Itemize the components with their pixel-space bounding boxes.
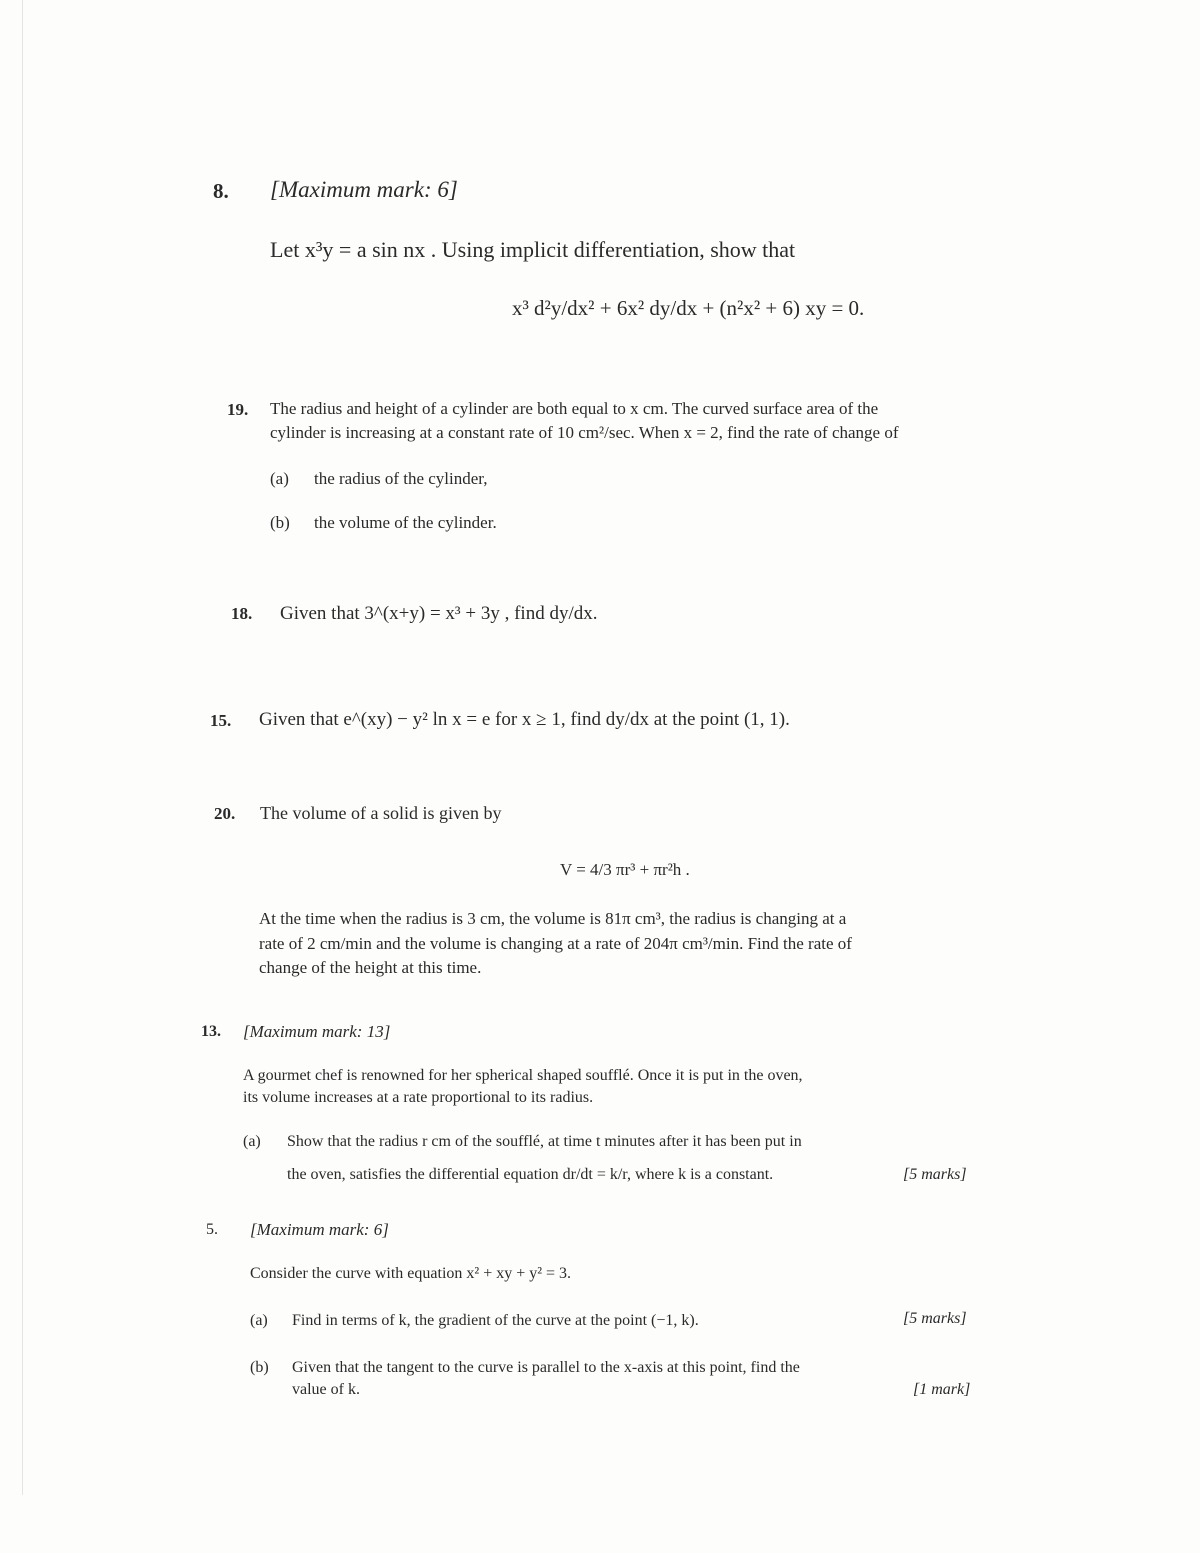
- part-label: (b): [250, 1359, 269, 1376]
- question-intro: Let x³y = a sin nx . Using implicit differentiation, show that: [270, 237, 796, 262]
- question-text-line: change of the height at this time.: [259, 958, 482, 977]
- part-text-line: the oven, satisfies the differential equation dr/dt = k/r, where k is a constant.: [287, 1166, 774, 1183]
- question-number: 13.: [201, 1023, 221, 1040]
- question-intro: Consider the curve with equation x² + xy + y² = 3.: [250, 1265, 572, 1282]
- part-marks: [1 mark]: [913, 1381, 971, 1398]
- part-marks: [5 marks]: [903, 1310, 967, 1327]
- question-number: 5.: [206, 1221, 218, 1238]
- question-text-line: The radius and height of a cylinder are both equal to x cm. The curved surface area of the: [270, 399, 879, 418]
- question-text-line: cylinder is increasing at a constant rate of 10 cm²/sec. When x = 2, find the rate of change of: [270, 423, 899, 442]
- max-mark: [Maximum mark: 13]: [243, 1022, 391, 1041]
- question-number: 8.: [213, 179, 229, 203]
- equation-text: x³ d²y/dx² + 6x² dy/dx + (n²x² + 6) xy = 0.: [512, 296, 865, 320]
- part-text-line: value of k.: [292, 1381, 360, 1398]
- part-text: the radius of the cylinder,: [314, 469, 488, 488]
- question-number: 20.: [214, 804, 236, 823]
- equation: V = 4/3 πr³ + πr²h .: [560, 860, 690, 879]
- part-text-line: Show that the radius r cm of the soufflé, at time t minutes after it has been put in: [287, 1133, 802, 1150]
- max-mark: [Maximum mark: 6]: [250, 1220, 389, 1239]
- question-text-line: its volume increases at a rate proportional to its radius.: [243, 1089, 594, 1106]
- part-marks: [5 marks]: [903, 1166, 967, 1183]
- question-intro: The volume of a solid is given by: [260, 803, 502, 823]
- question-text-line: A gourmet chef is renowned for her spherical shaped soufflé. Once it is put in the oven,: [243, 1067, 803, 1084]
- question-text-line: rate of 2 cm/min and the volume is changing at a rate of 204π cm³/min. Find the rate of: [259, 934, 852, 953]
- page-edge: [22, 0, 23, 1495]
- question-number: 19.: [227, 400, 249, 419]
- question-text: Given that 3^(x+y) = x³ + 3y , find dy/dx.: [280, 603, 598, 624]
- part-label: (b): [270, 513, 290, 532]
- question-number: 15.: [210, 711, 232, 730]
- part-label: (a): [243, 1133, 261, 1150]
- question-text: Given that e^(xy) − y² ln x = e for x ≥ 1, find dy/dx at the point (1, 1).: [259, 709, 790, 730]
- part-text: Find in terms of k, the gradient of the curve at the point (−1, k).: [292, 1312, 699, 1329]
- part-label: (a): [250, 1312, 268, 1329]
- part-text: the volume of the cylinder.: [314, 513, 497, 532]
- equation: [512, 296, 864, 321]
- max-mark: [Maximum mark: 6]: [270, 177, 458, 202]
- part-text-line: Given that the tangent to the curve is parallel to the x-axis at this point, find the: [292, 1359, 800, 1376]
- part-label: (a): [270, 469, 289, 488]
- question-text-line: At the time when the radius is 3 cm, the volume is 81π cm³, the radius is changing at a: [259, 909, 847, 928]
- question-number: 18.: [231, 604, 253, 623]
